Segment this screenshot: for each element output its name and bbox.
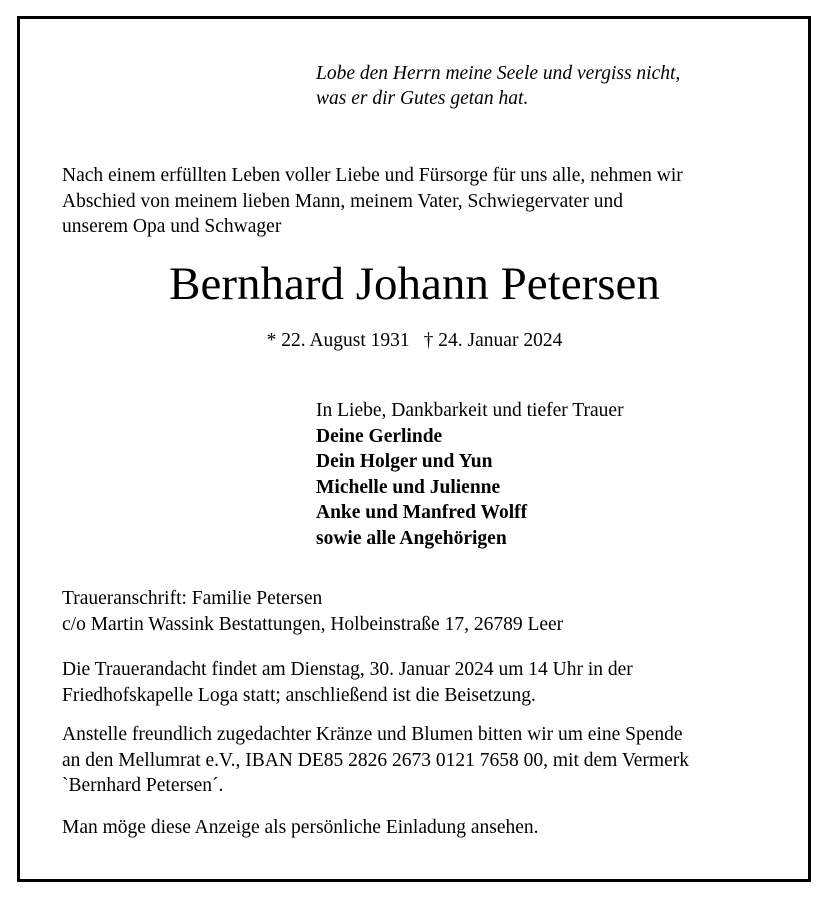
donation-line: an den Mellumrat e.V., IBAN DE85 2826 2673 0121 7658 00, mit dem Vermerk <box>62 749 689 771</box>
intro-paragraph <box>62 163 683 240</box>
mourner-name: Michelle und Julienne <box>316 476 501 498</box>
service-info <box>62 657 633 708</box>
bible-verse <box>316 61 680 111</box>
mourners-block <box>316 398 624 551</box>
address-line: Traueranschrift: Familie Petersen <box>62 588 323 609</box>
intro-line: Abschied von meinem lieben Mann, meinem Vater, Schwiegervater und <box>62 190 623 212</box>
address-line: c/o Martin Wassink Bestattungen, Holbeinstraße 17, 26789 Leer <box>62 613 564 635</box>
closing-note: Man möge diese Anzeige als persönliche Einladung ansehen. <box>62 817 539 838</box>
mourner-name: Anke und Manfred Wolff <box>316 502 528 523</box>
verse-line: Lobe den Herrn meine Seele und vergiss nicht, <box>316 63 681 84</box>
intro-line: unserem Opa und Schwager <box>62 216 282 237</box>
mourner-name: Deine Gerlinde <box>316 425 443 447</box>
service-line: Friedhofskapelle Loga statt; anschließend ist die Beisetzung. <box>62 684 536 706</box>
mourning-address <box>62 586 563 637</box>
birth-date: * 22. August 1931 <box>266 330 410 351</box>
life-dates <box>0 328 829 353</box>
service-line: Die Trauerandacht findet am Dienstag, 30. Januar 2024 um 14 Uhr in der <box>62 659 633 680</box>
mourners-intro: In Liebe, Dankbarkeit und tiefer Trauer <box>316 400 624 421</box>
deceased-name: Bernhard Johann Petersen <box>169 258 660 310</box>
donation-line: Anstelle freundlich zugedachter Kränze und Blumen bitten wir um eine Spende <box>62 724 683 745</box>
donation-request <box>62 722 689 799</box>
mourner-name: sowie alle Angehörigen <box>316 527 507 549</box>
mourner-name: Dein Holger und Yun <box>316 451 493 472</box>
verse-line: was er dir Gutes getan hat. <box>316 88 529 109</box>
intro-line: Nach einem erfüllten Leben voller Liebe und Fürsorge für uns alle, nehmen wir <box>62 165 683 186</box>
death-date: † 24. Januar 2024 <box>423 330 563 351</box>
donation-line: `Bernhard Petersen´. <box>62 775 224 796</box>
